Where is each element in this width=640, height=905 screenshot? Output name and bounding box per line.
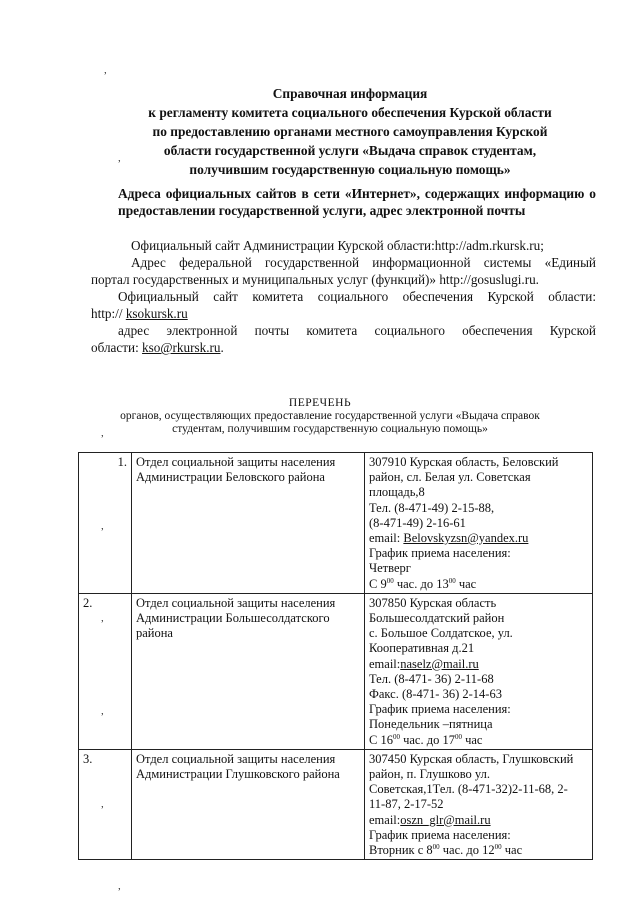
heading-line: области государственной услуги «Выдача справок студентам, (163, 143, 537, 158)
address-line: район, сл. Белая ул. Советская (369, 470, 531, 485)
hours-to-min: 00 (494, 843, 502, 852)
agency-name-line: района (136, 626, 173, 641)
row-number: 1. (79, 453, 132, 594)
address-line: с. Большое Солдатское, ул. (369, 626, 513, 641)
scan-mark: , (101, 612, 104, 624)
address-line: Советская,1Тел. (8-471-32)2-11-68, 2- (369, 782, 568, 797)
table-row (79, 453, 593, 594)
hours-from-min: 00 (432, 843, 440, 852)
agency-contact-cell (365, 593, 593, 749)
schedule-title: График приема населения: (369, 827, 511, 842)
scan-mark: , (118, 152, 121, 164)
schedule-hours (369, 577, 588, 592)
email-prefix: email: (369, 812, 401, 827)
heading-line: получившим государственную социальную помощь» (189, 162, 511, 177)
scan-mark: , (101, 798, 104, 810)
hours-from: С 16 (369, 732, 393, 747)
hours-from-min: 00 (386, 576, 394, 585)
hours-to-min: 00 (448, 576, 456, 585)
hours-end: час (458, 576, 477, 591)
schedule-title: График приема населения: (369, 546, 511, 561)
email-link[interactable]: Belovskyzsn@yandex.ru (403, 531, 529, 546)
email-prefix: области: (91, 340, 139, 355)
heading-line: к регламенту комитета социального обеспечения Курской области (148, 105, 552, 120)
list-subtitle-line: органов, осуществляющих предоставление государственной услуги «Выдача справок (120, 410, 540, 422)
schedule-title: График приема населения: (369, 702, 511, 717)
address-line: 307850 Курская область (369, 595, 497, 610)
agency-name-cell (132, 749, 365, 859)
url-prefix: http:// (91, 306, 123, 321)
agency-contact-cell (365, 453, 593, 594)
hours-to: час. до 12 (442, 843, 495, 858)
list-subtitle (70, 410, 590, 436)
phone-line: Тел. (8-471-49) 2-15-88, (369, 500, 495, 515)
email-line (369, 657, 588, 672)
federal-portal-line: Адрес федеральной государственной информационной системы «Единый (131, 255, 596, 270)
agency-name-line: Отдел социальной защиты населения (136, 595, 336, 610)
address-line: 11-87, 2-17-52 (369, 797, 444, 812)
row-number: 3. (79, 749, 132, 859)
hours-to: час. до 17 (403, 732, 455, 747)
scan-mark: , (104, 64, 107, 76)
committee-site-link[interactable]: ksokursk.ru (125, 306, 188, 321)
scan-mark: , (101, 520, 104, 532)
hours-from-min: 00 (392, 732, 400, 741)
committee-site-url-line (91, 305, 188, 322)
hours-end: час (504, 843, 523, 858)
agency-name-line: Отдел социальной защиты населения (136, 751, 336, 766)
heading-line: Справочная информация (272, 86, 428, 101)
schedule-hours (369, 733, 588, 748)
regional-site-line: Официальный сайт Администрации Курской области:http://adm.rkursk.ru; (131, 238, 544, 253)
document-heading (110, 84, 590, 179)
address-line: площадь,8 (369, 485, 425, 500)
schedule-day: Понедельник –пятница (369, 717, 493, 732)
phone-line: Тел. (8-471- 36) 2-11-68 (369, 671, 494, 686)
hours-end: час (465, 732, 483, 747)
heading-line: по предоставлению органами местного самоуправления Курской (152, 124, 548, 139)
email-suffix: . (220, 340, 224, 355)
agency-name-line: Администрации Большесолдатского (136, 611, 330, 626)
email-link[interactable]: oszn_glr@mail.ru (400, 812, 491, 827)
agency-name-line: Администрации Глушковского района (136, 767, 340, 782)
email-line-cont (91, 339, 224, 356)
hours-to: час. до 13 (396, 576, 449, 591)
agency-contact-cell (365, 749, 593, 859)
phone-line: (8-471-49) 2-16-61 (369, 515, 466, 530)
agency-name-cell (132, 453, 365, 594)
fax-line: Факс. (8-471- 36) 2-14-63 (369, 687, 502, 702)
email-line: адрес электронной почты комитета социального обеспечения Курской (118, 323, 596, 338)
agency-name-line: Отдел социальной защиты населения (136, 455, 336, 469)
email-prefix: email: (369, 656, 401, 671)
row-number: 2. (79, 593, 132, 749)
agency-name-cell (132, 593, 365, 749)
email-prefix: email: (369, 531, 401, 546)
websites-title: Адреса официальных сайтов в сети «Интернет», содержащих информацию о предоставлении государственной услуги, адрес электронной почты (118, 186, 596, 218)
address-line: 307910 Курская область, Беловский (369, 455, 559, 469)
email-line (369, 813, 588, 828)
list-title: ПЕРЕЧЕНЬ (288, 397, 352, 409)
table-row (79, 593, 593, 749)
scan-mark: , (101, 427, 104, 439)
address-line: Большесолдатский район (369, 611, 505, 626)
agency-name-line: Администрации Беловского района (136, 470, 325, 485)
list-subtitle-line: студентам, получившим государственную социальную помощь» (172, 423, 488, 435)
email-line (369, 531, 588, 546)
address-line: 307450 Курская область, Глушковский (369, 751, 574, 766)
scan-mark: , (118, 880, 121, 892)
federal-portal-line-cont: портал государственных и муниципальных услуг (функций)» http://gosuslugi.ru. (91, 272, 539, 287)
table-row (79, 749, 593, 859)
scan-mark: , (101, 705, 104, 717)
agencies-table (78, 452, 593, 860)
committee-email-link[interactable]: kso@rkursk.ru (142, 340, 221, 355)
schedule-day: Четверг (369, 561, 411, 576)
hours-from: С 9 (369, 576, 387, 591)
hours-to-min: 00 (454, 732, 462, 741)
email-link[interactable]: naselz@mail.ru (400, 656, 479, 671)
address-line: район, п. Глушково ул. (369, 767, 490, 782)
address-line: Кооперативная д.21 (369, 641, 475, 656)
schedule-hours (369, 843, 588, 858)
hours-from: Вторник с 8 (369, 843, 433, 858)
committee-site-line: Официальный сайт комитета социального обеспечения Курской области: (118, 289, 596, 304)
